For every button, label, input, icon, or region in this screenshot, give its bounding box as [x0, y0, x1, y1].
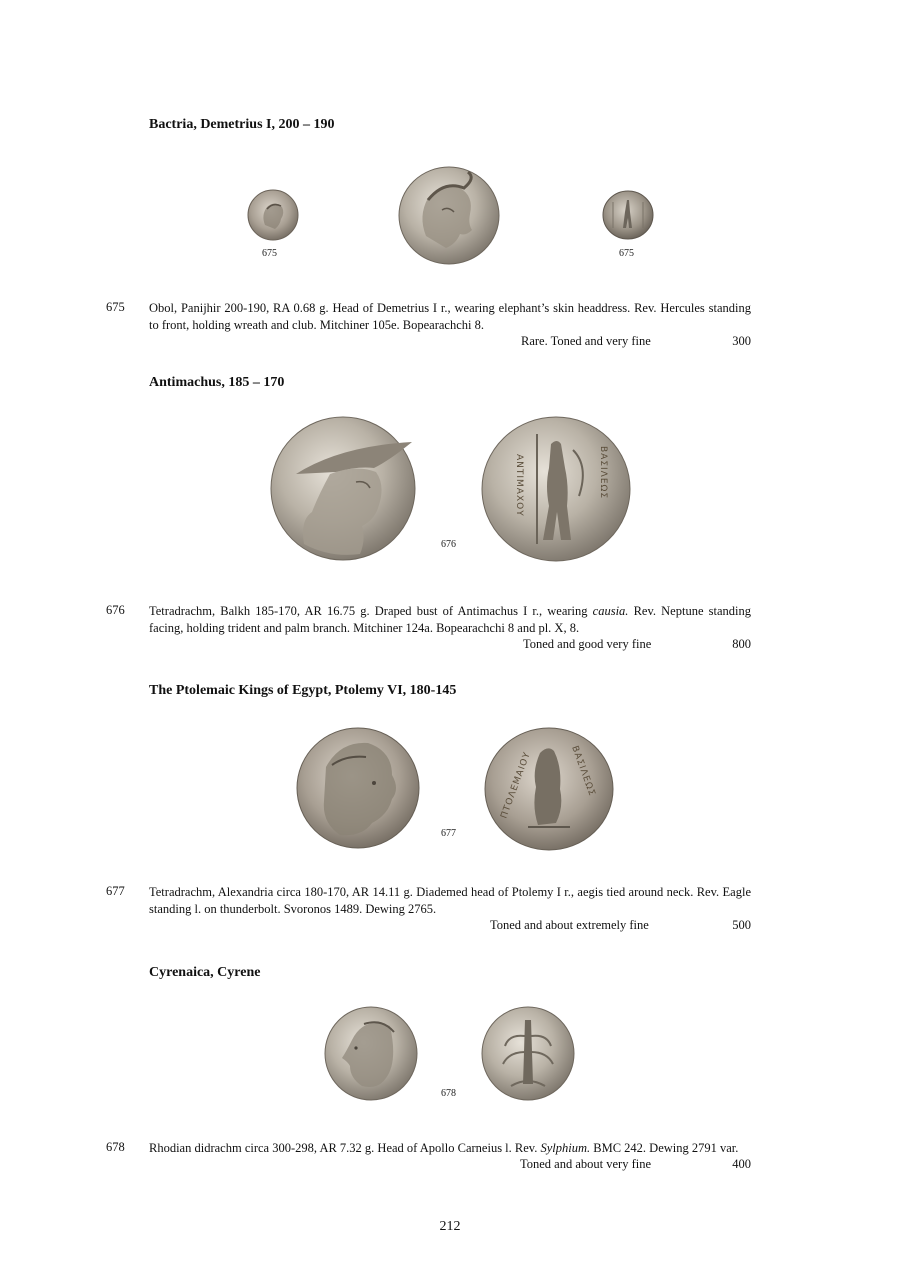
lot-number: 676: [106, 603, 125, 617]
section-heading-cyrenaica: Cyrenaica, Cyrene: [149, 965, 261, 980]
lot-description: Tetradrachm, Balkh 185-170, AR 16.75 g. Draped bust of Antimachus I r., wearing causia. Rev. Neptune standing facing, holding trident and palm branch. Mitchiner 124a. Bopearachchi 8 and pl. X, 8.: [149, 604, 751, 635]
coin-675-reverse-small-image: [602, 190, 654, 240]
lot-number: 678: [106, 1140, 125, 1154]
lot-grade: Toned and about extremely fine: [490, 918, 649, 932]
coin-676-obverse-image: [270, 416, 416, 561]
section-heading-ptolemaic: The Ptolemaic Kings of Egypt, Ptolemy VI, 180-145: [149, 683, 457, 698]
lot-price: 400: [732, 1157, 751, 1171]
figure-label: 677: [441, 828, 456, 839]
figure-label: 676: [441, 539, 456, 550]
section-heading-bactria: Bactria, Demetrius I, 200 – 190: [149, 117, 335, 132]
page-number: 212: [439, 1219, 461, 1234]
figure-label: 675: [262, 248, 277, 259]
lot-grade: Toned and about very fine: [520, 1157, 652, 1171]
coin-legend-right: ΒΑΣΙΛΕΩΣ: [569, 744, 597, 798]
lot-price: 800: [732, 637, 751, 651]
lot-description: Obol, Panijhir 200-190, RA 0.68 g. Head of Demetrius I r., wearing elephant’s skin headdress. Rev. Hercules standing to front, holding wreath and club. Mitchiner 105e. Bopearachchi 8.: [149, 301, 751, 332]
coin-677-reverse-image: [484, 727, 614, 851]
lot-grade: Toned and good very fine: [523, 637, 652, 651]
coin-675-obverse-enlarged-image: [398, 166, 500, 265]
lot-number: 675: [106, 300, 125, 314]
section-heading-antimachus: Antimachus, 185 – 170: [149, 375, 285, 390]
coin-legend-left: ΑΝΤΙΜΑΧΟΥ: [514, 454, 524, 517]
lot-description: Rhodian didrachm circa 300-298, AR 7.32 g. Head of Apollo Carneius l. Rev. Sylphium. BMC 242. Dewing 2791 var.: [149, 1141, 739, 1155]
coin-677-obverse-image: [296, 727, 420, 849]
coin-678-reverse-image: [481, 1006, 575, 1101]
figure-label: 675: [619, 248, 634, 259]
coin-675-obverse-small-image: [247, 189, 299, 241]
coin-legend-left: ΠΤΟΛΕΜΑΙΟΥ: [499, 750, 533, 821]
coin-678-obverse-image: [324, 1006, 418, 1101]
figure-label: 678: [441, 1088, 456, 1099]
lot-price: 500: [732, 918, 751, 932]
lot-number: 677: [106, 884, 125, 898]
lot-description: Tetradrachm, Alexandria circa 180-170, AR 14.11 g. Diademed head of Ptolemy I r., aegis tied around neck. Rev. Eagle standing l. on thunderbolt. Svoronos 1489. Dewing 2765.: [149, 885, 751, 916]
coin-legend-right: ΒΑΣΙΛΕΩΣ: [598, 446, 608, 500]
coin-676-reverse-image: [481, 416, 631, 562]
lot-grade: Rare. Toned and very fine: [521, 334, 651, 348]
lot-price: 300: [732, 334, 751, 348]
